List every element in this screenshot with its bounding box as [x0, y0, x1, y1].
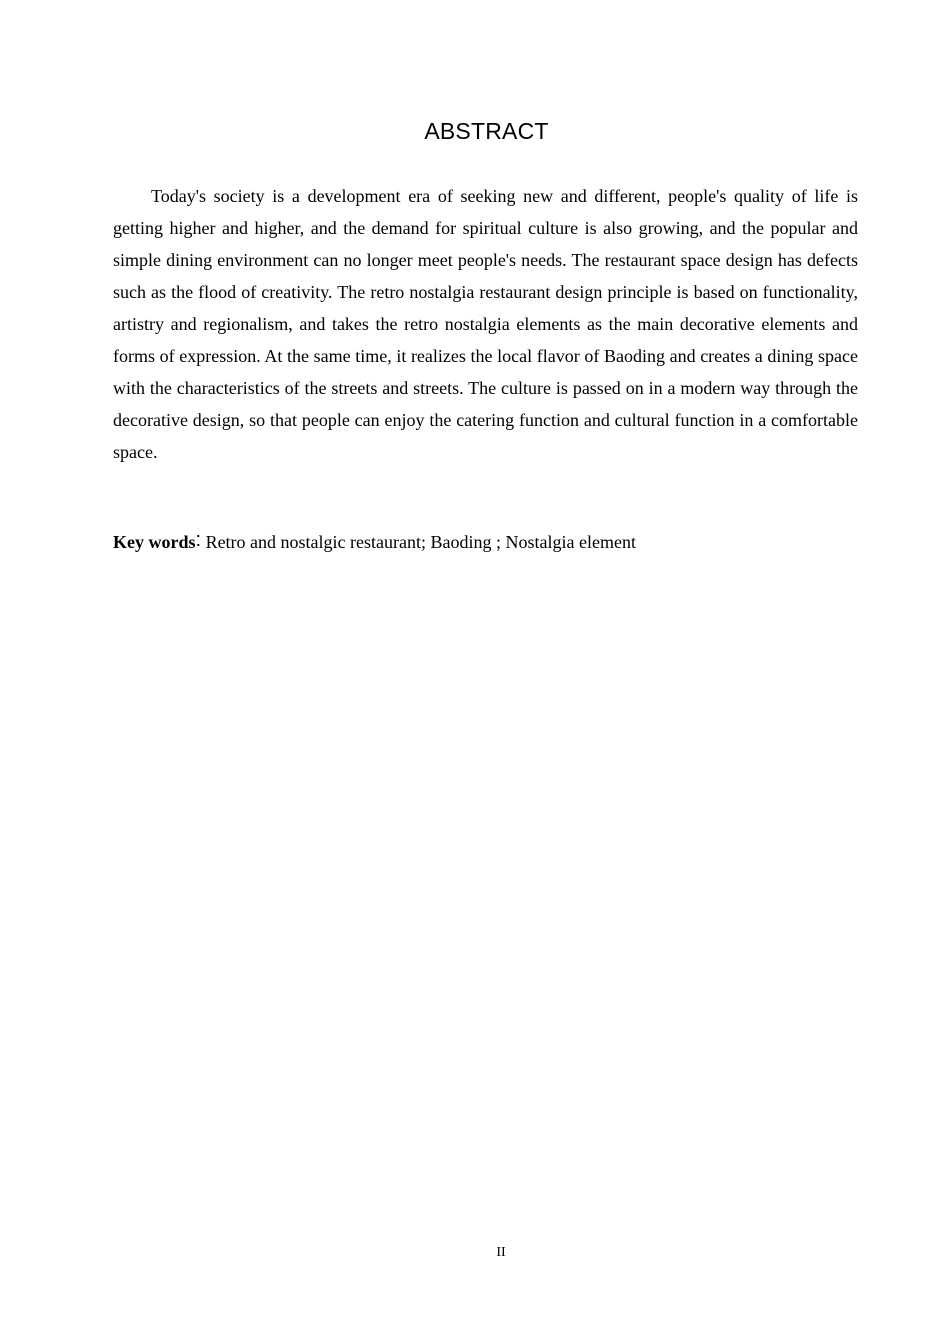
- keywords-text: Retro and nostalgic restaurant; Baoding ; Nostalgia element: [201, 532, 636, 552]
- page-title: ABSTRACT: [424, 118, 549, 144]
- keywords-colon: :: [195, 529, 202, 551]
- keywords-line: [113, 528, 858, 556]
- keywords-label: Key words: [113, 532, 196, 552]
- abstract-paragraph: Today's society is a development era of seeking new and different, people's quality of life is getting higher and higher, and the demand for spiritual culture is also growing, and the popular and simple dining environment can no longer meet people's needs. The restaurant space design has defects such as the flood of creativity. The retro nostalgia restaurant design principle is based on functionality, artistry and regionalism, and takes the retro nostalgia elements as the main decorative elements and forms of expression. At the same time, it realizes the local flavor of Baoding and creates a dining space with the characteristics of the streets and streets. The culture is passed on in a modern way through the decorative design, so that people can enjoy the catering function and cultural function in a comfortable space.: [113, 186, 858, 462]
- page-number: II: [496, 1245, 506, 1260]
